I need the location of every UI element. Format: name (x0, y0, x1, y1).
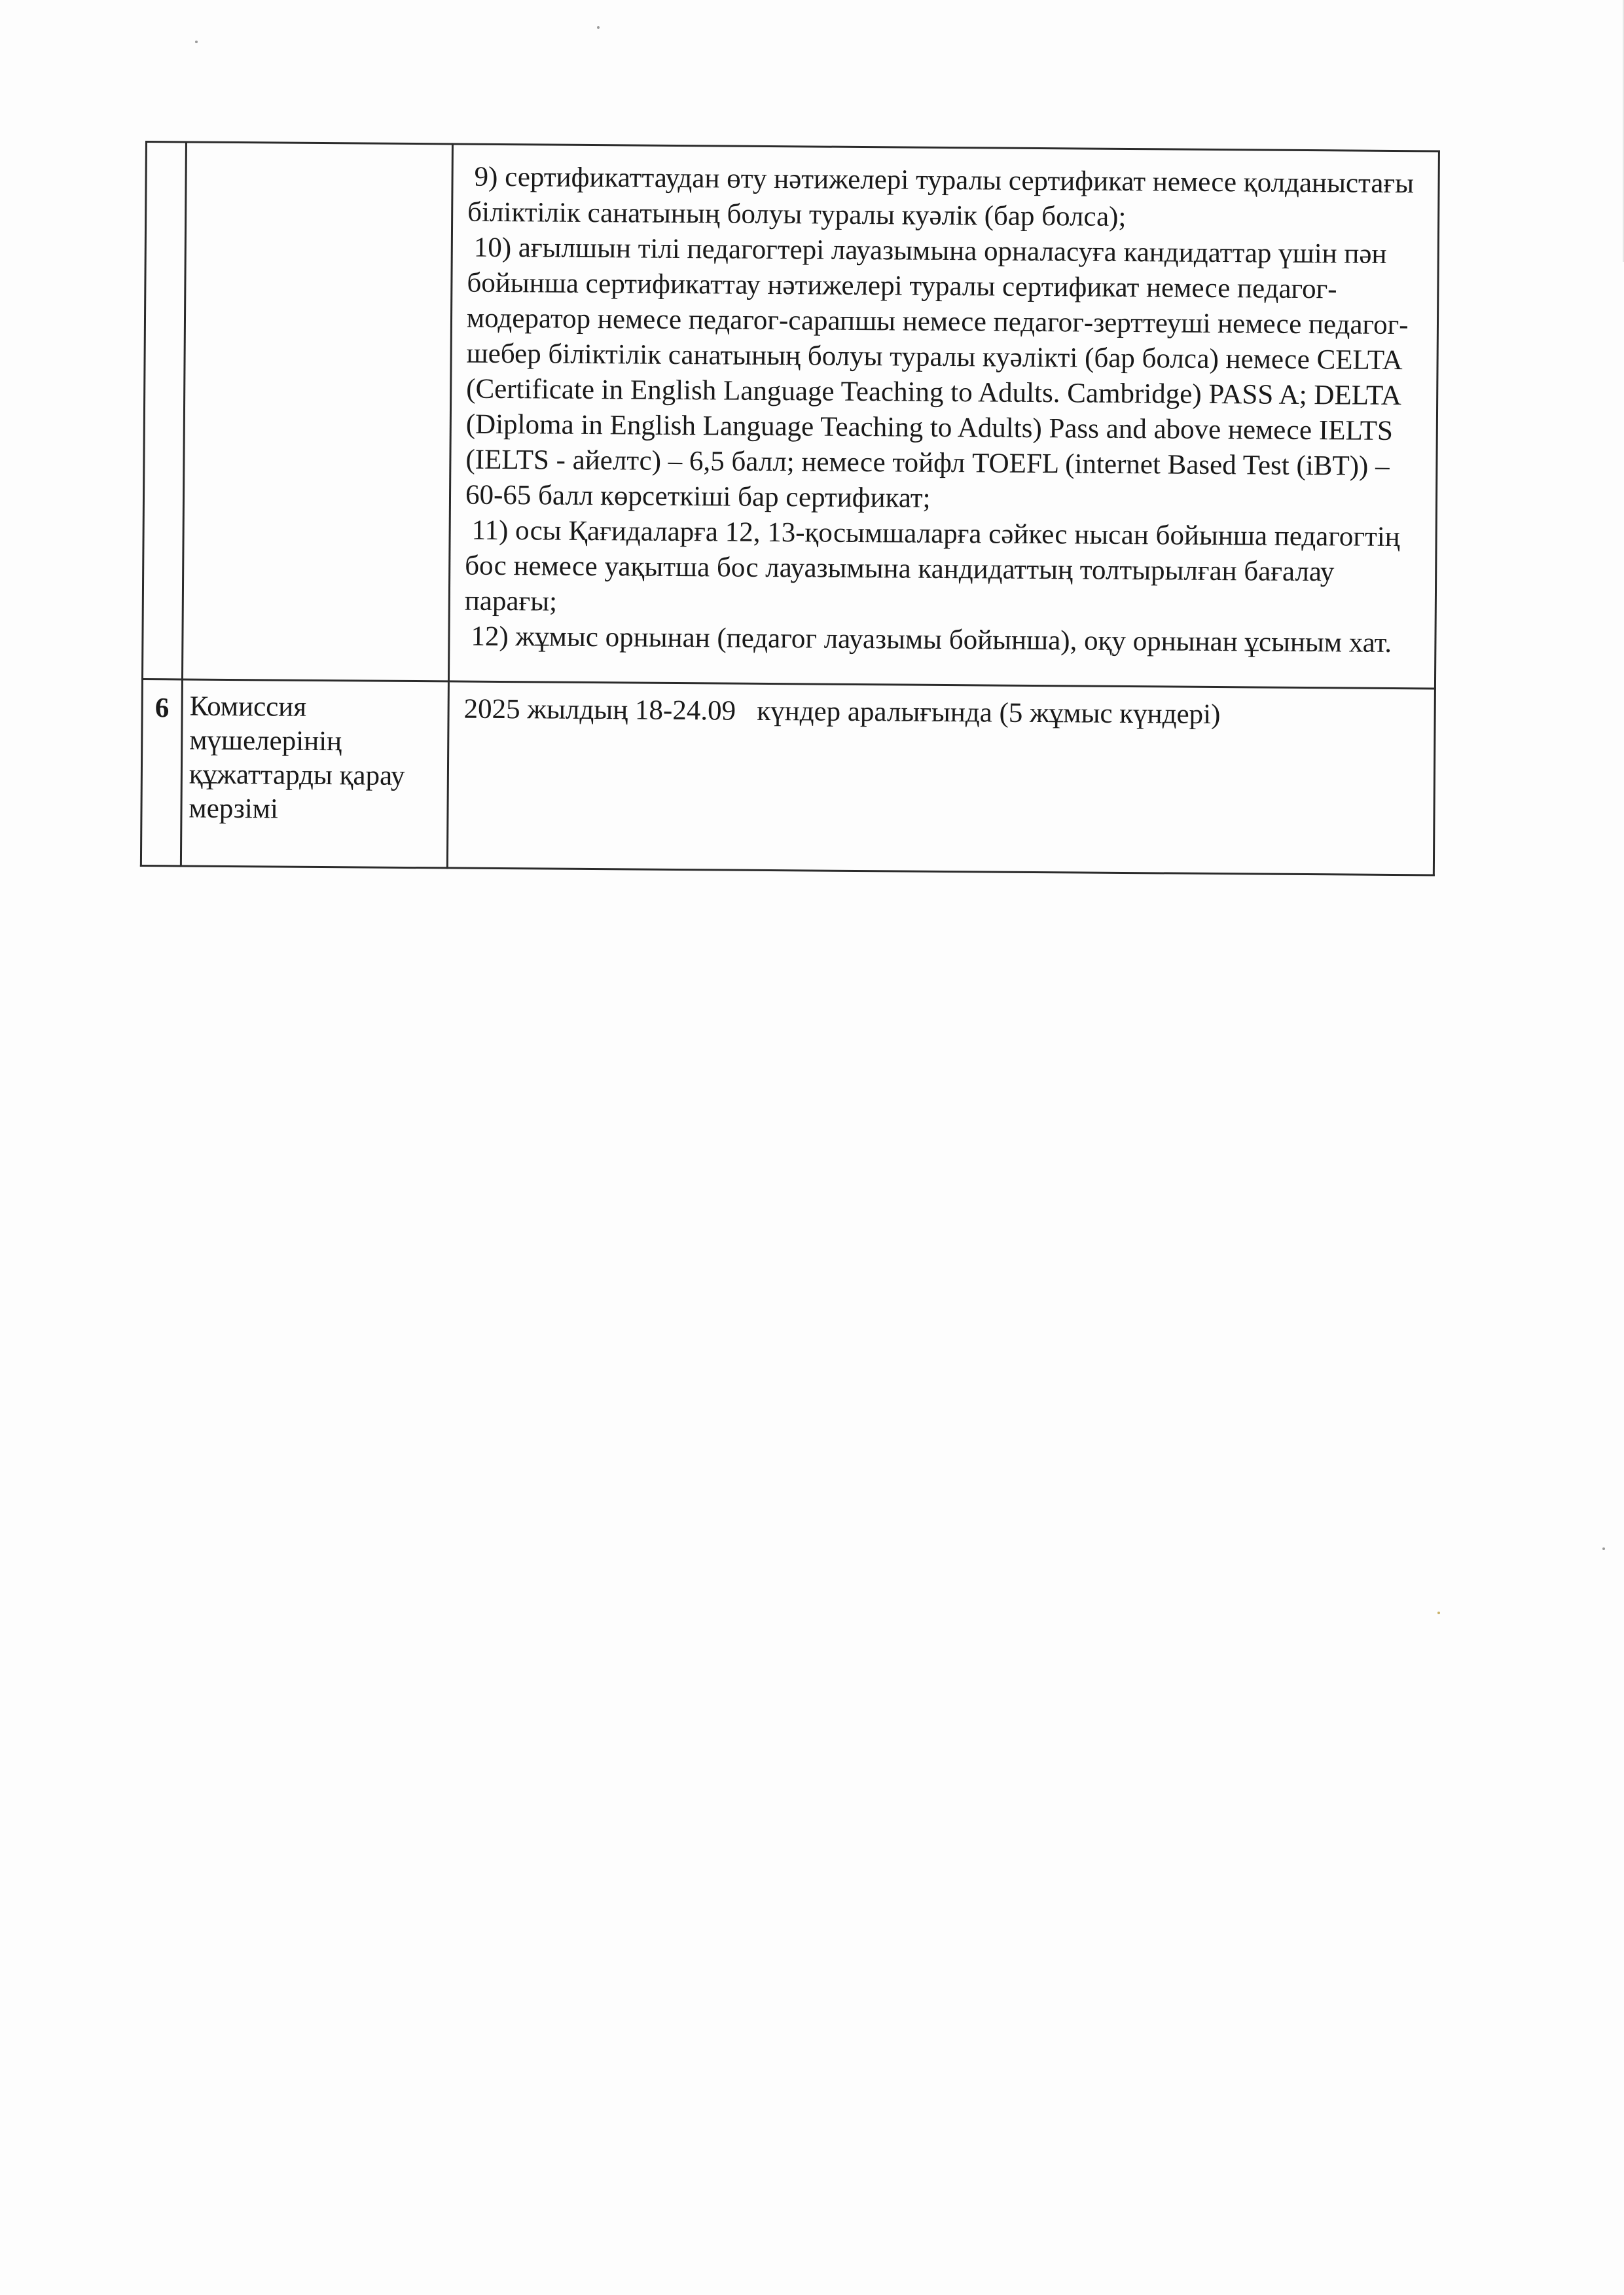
scan-speck (195, 41, 198, 43)
review-period-cell (447, 681, 1435, 875)
scan-speck (1437, 1612, 1440, 1614)
list-item-10: 10) ағылшын тілі педагогтері лауазымына орналасуға кандидаттар үшін пән бойынша сертификаттау нәтижелері туралы сертификат немесе педагог-модератор немесе педагог-сарапшы немесе педагог-зерттеуші немесе педагог-шебер біліктілік санатының болуы туралы куәлікті (бар болса) немесе CELTA (Certificate in English Language Teaching to Adults. Cambridge) PASS A; DELTA (Diploma in English Language Teaching to Adults) Pass and above немесе IELTS (IELTS - айелтс) – 6,5 балл; немесе тойфл TOEFL (internet Based Test (iBT)) – 60-65 балл көрсеткіші бар сертификат; (465, 232, 1409, 514)
scan-speck (1602, 1547, 1605, 1550)
row-number-cell (142, 142, 186, 679)
row-label-cell (182, 142, 452, 681)
requirements-table (140, 141, 1440, 876)
row-label-cell: Комиссия мүшелерінің құжаттарды қарау мерзімі (181, 679, 448, 868)
list-item-9: 9) сертификаттаудан өту нәтижелері туралы сертификат немесе қолданыстағы біліктілік санатының болуы туралы куәлік (бар болса); (467, 161, 1415, 232)
review-period-text: 2025 жылдың 18-24.09 күндер аралығында (5 жұмыс күндері) (463, 693, 1221, 731)
row-content-cell (448, 144, 1439, 689)
row-number-cell: 6 (141, 679, 182, 865)
list-item-11: 11) осы Қағидаларға 12, 13-қосымшаларға сәйкес нысан бойынша педагогтің бос немесе уақытша бос лауазымына кандидаттың толтырылған бағалау парағы; (464, 515, 1400, 617)
table-row (142, 142, 1439, 689)
list-item-12: 12) жұмыс орнынан (педагог лауазымы бойынша), оқу орнынан ұсыным хат. (471, 621, 1392, 659)
scan-speck (597, 26, 600, 29)
table-row (141, 679, 1435, 875)
